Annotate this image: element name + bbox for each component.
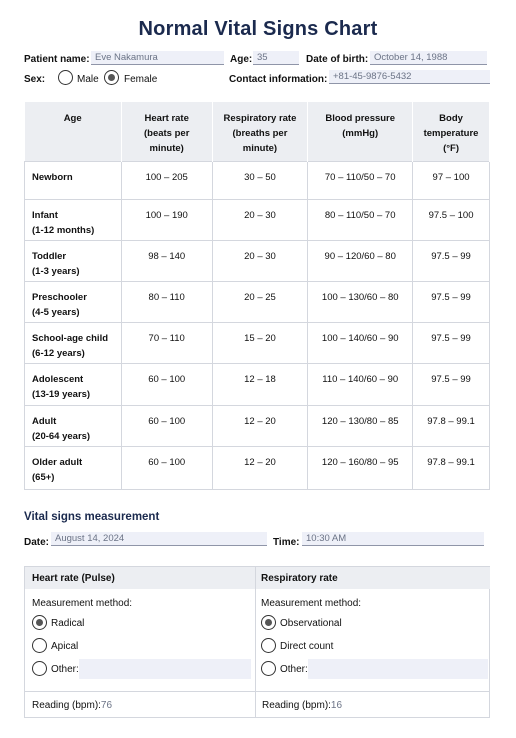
table-header-row bbox=[25, 102, 490, 161]
temperature-cell: 97.5 – 99 bbox=[413, 322, 490, 363]
blood-pressure-cell: 100 – 140/60 – 90 bbox=[308, 322, 413, 363]
temperature-cell: 97 – 100 bbox=[413, 161, 490, 199]
rr-other-field[interactable] bbox=[308, 659, 488, 679]
header-blood-pressure: Blood pressure (mmHg) bbox=[308, 102, 413, 161]
rr-reading-value[interactable]: 16 bbox=[330, 700, 343, 711]
age-group-cell: Infant (1-12 months) bbox=[25, 199, 122, 240]
patient-name-label: Patient name: bbox=[24, 54, 90, 65]
age-group-cell: School-age child (6-12 years) bbox=[25, 322, 122, 363]
rr-other-label: Other: bbox=[280, 664, 308, 675]
table-row bbox=[25, 281, 490, 322]
sex-female-radio[interactable] bbox=[104, 70, 119, 85]
respiratory-rate-cell: 20 – 30 bbox=[212, 240, 308, 281]
age-group-cell: Preschooler (4-5 years) bbox=[25, 281, 122, 322]
respiratory-rate-cell: 12 – 18 bbox=[212, 363, 308, 405]
respiratory-rate-cell: 12 – 20 bbox=[212, 446, 308, 489]
table-row bbox=[25, 405, 490, 446]
temperature-cell: 97.5 – 99 bbox=[413, 240, 490, 281]
hr-apical-radio[interactable] bbox=[32, 638, 47, 653]
vital-signs-table bbox=[24, 102, 490, 490]
hr-other-field[interactable] bbox=[79, 659, 251, 679]
hr-radical-label: Radical bbox=[51, 618, 85, 629]
blood-pressure-cell: 90 – 120/60 – 80 bbox=[308, 240, 413, 281]
respiratory-rate-cell: 30 – 50 bbox=[212, 161, 308, 199]
table-row bbox=[25, 240, 490, 281]
hr-radical-radio[interactable] bbox=[32, 615, 47, 630]
rr-other-radio[interactable] bbox=[261, 661, 276, 676]
heart-rate-cell: 60 – 100 bbox=[121, 446, 212, 489]
blood-pressure-cell: 80 – 110/50 – 70 bbox=[308, 199, 413, 240]
rr-direct-count-label: Direct count bbox=[280, 641, 334, 652]
date-label: Date: bbox=[24, 537, 50, 548]
rr-method-label: Measurement method: bbox=[261, 598, 362, 609]
heart-rate-cell: 80 – 110 bbox=[121, 281, 212, 322]
measurement-box bbox=[24, 566, 490, 718]
page-title: Normal Vital Signs Chart bbox=[138, 18, 378, 40]
age-field[interactable]: 35 bbox=[253, 51, 299, 65]
heart-rate-cell: 60 – 100 bbox=[121, 405, 212, 446]
heart-rate-method-label: Measurement method: bbox=[32, 598, 133, 609]
hr-apical-label: Apical bbox=[51, 641, 79, 652]
blood-pressure-cell: 110 – 140/60 – 90 bbox=[308, 363, 413, 405]
temperature-cell: 97.5 – 99 bbox=[413, 363, 490, 405]
rr-observational-radio[interactable] bbox=[261, 615, 276, 630]
heart-rate-cell: 70 – 110 bbox=[121, 322, 212, 363]
time-field[interactable]: 10:30 AM bbox=[302, 532, 484, 546]
contact-field[interactable]: +81-45-9876-5432 bbox=[329, 70, 490, 84]
age-group-cell: Adolescent (13-19 years) bbox=[25, 363, 122, 405]
table-row bbox=[25, 199, 490, 240]
rr-direct-count-radio[interactable] bbox=[261, 638, 276, 653]
age-group-cell: Older adult (65+) bbox=[25, 446, 122, 489]
sex-male-radio[interactable] bbox=[58, 70, 73, 85]
temperature-cell: 97.5 – 99 bbox=[413, 281, 490, 322]
table-row bbox=[25, 446, 490, 489]
respiratory-rate-cell: 20 – 30 bbox=[212, 199, 308, 240]
time-label: Time: bbox=[273, 537, 300, 548]
table-row bbox=[25, 363, 490, 405]
date-field[interactable]: August 14, 2024 bbox=[51, 532, 267, 546]
respiratory-rate-cell: 15 – 20 bbox=[212, 322, 308, 363]
temperature-cell: 97.5 – 100 bbox=[413, 199, 490, 240]
temperature-cell: 97.8 – 99.1 bbox=[413, 405, 490, 446]
heart-rate-cell: 98 – 140 bbox=[121, 240, 212, 281]
table-row bbox=[25, 161, 490, 199]
blood-pressure-cell: 120 – 130/80 – 85 bbox=[308, 405, 413, 446]
rr-reading bbox=[255, 691, 490, 718]
rr-observational-label: Observational bbox=[280, 618, 342, 629]
header-heart-rate: Heart rate (beats per minute) bbox=[121, 102, 212, 161]
header-respiratory-rate: Respiratory rate (breaths per minute) bbox=[212, 102, 308, 161]
sex-male-label: Male bbox=[77, 74, 99, 85]
age-group-cell: Newborn bbox=[25, 161, 122, 199]
age-label: Age: bbox=[230, 54, 253, 65]
blood-pressure-cell: 70 – 110/50 – 70 bbox=[308, 161, 413, 199]
dob-field[interactable]: October 14, 1988 bbox=[370, 51, 487, 65]
patient-name-field[interactable]: Eve Nakamura bbox=[91, 51, 224, 65]
rr-reading-label: Reading (bpm): bbox=[262, 700, 331, 711]
contact-label: Contact information: bbox=[229, 74, 328, 85]
respiratory-rate-cell: 12 – 20 bbox=[212, 405, 308, 446]
hr-reading bbox=[25, 691, 255, 718]
hr-other-radio[interactable] bbox=[32, 661, 47, 676]
sex-female-label: Female bbox=[124, 74, 158, 85]
header-body-temperature: Body temperature (°F) bbox=[413, 102, 490, 161]
blood-pressure-cell: 120 – 160/80 – 95 bbox=[308, 446, 413, 489]
heart-rate-cell: 100 – 205 bbox=[121, 161, 212, 199]
hr-reading-value[interactable]: 76 bbox=[100, 700, 113, 711]
section-title-measurement: Vital signs measurement bbox=[24, 511, 160, 523]
respiratory-rate-title: Respiratory rate bbox=[261, 573, 338, 584]
age-group-cell: Toddler (1-3 years) bbox=[25, 240, 122, 281]
table-row bbox=[25, 322, 490, 363]
age-group-cell: Adult (20-64 years) bbox=[25, 405, 122, 446]
dob-label: Date of birth: bbox=[306, 54, 369, 65]
temperature-cell: 97.8 – 99.1 bbox=[413, 446, 490, 489]
heart-rate-title: Heart rate (Pulse) bbox=[32, 573, 115, 584]
blood-pressure-cell: 100 – 130/60 – 80 bbox=[308, 281, 413, 322]
respiratory-rate-cell: 20 – 25 bbox=[212, 281, 308, 322]
hr-other-label: Other: bbox=[51, 664, 79, 675]
hr-reading-label: Reading (bpm): bbox=[32, 700, 101, 711]
heart-rate-cell: 60 – 100 bbox=[121, 363, 212, 405]
header-age: Age bbox=[25, 102, 122, 161]
sex-label: Sex: bbox=[24, 74, 46, 85]
heart-rate-cell: 100 – 190 bbox=[121, 199, 212, 240]
